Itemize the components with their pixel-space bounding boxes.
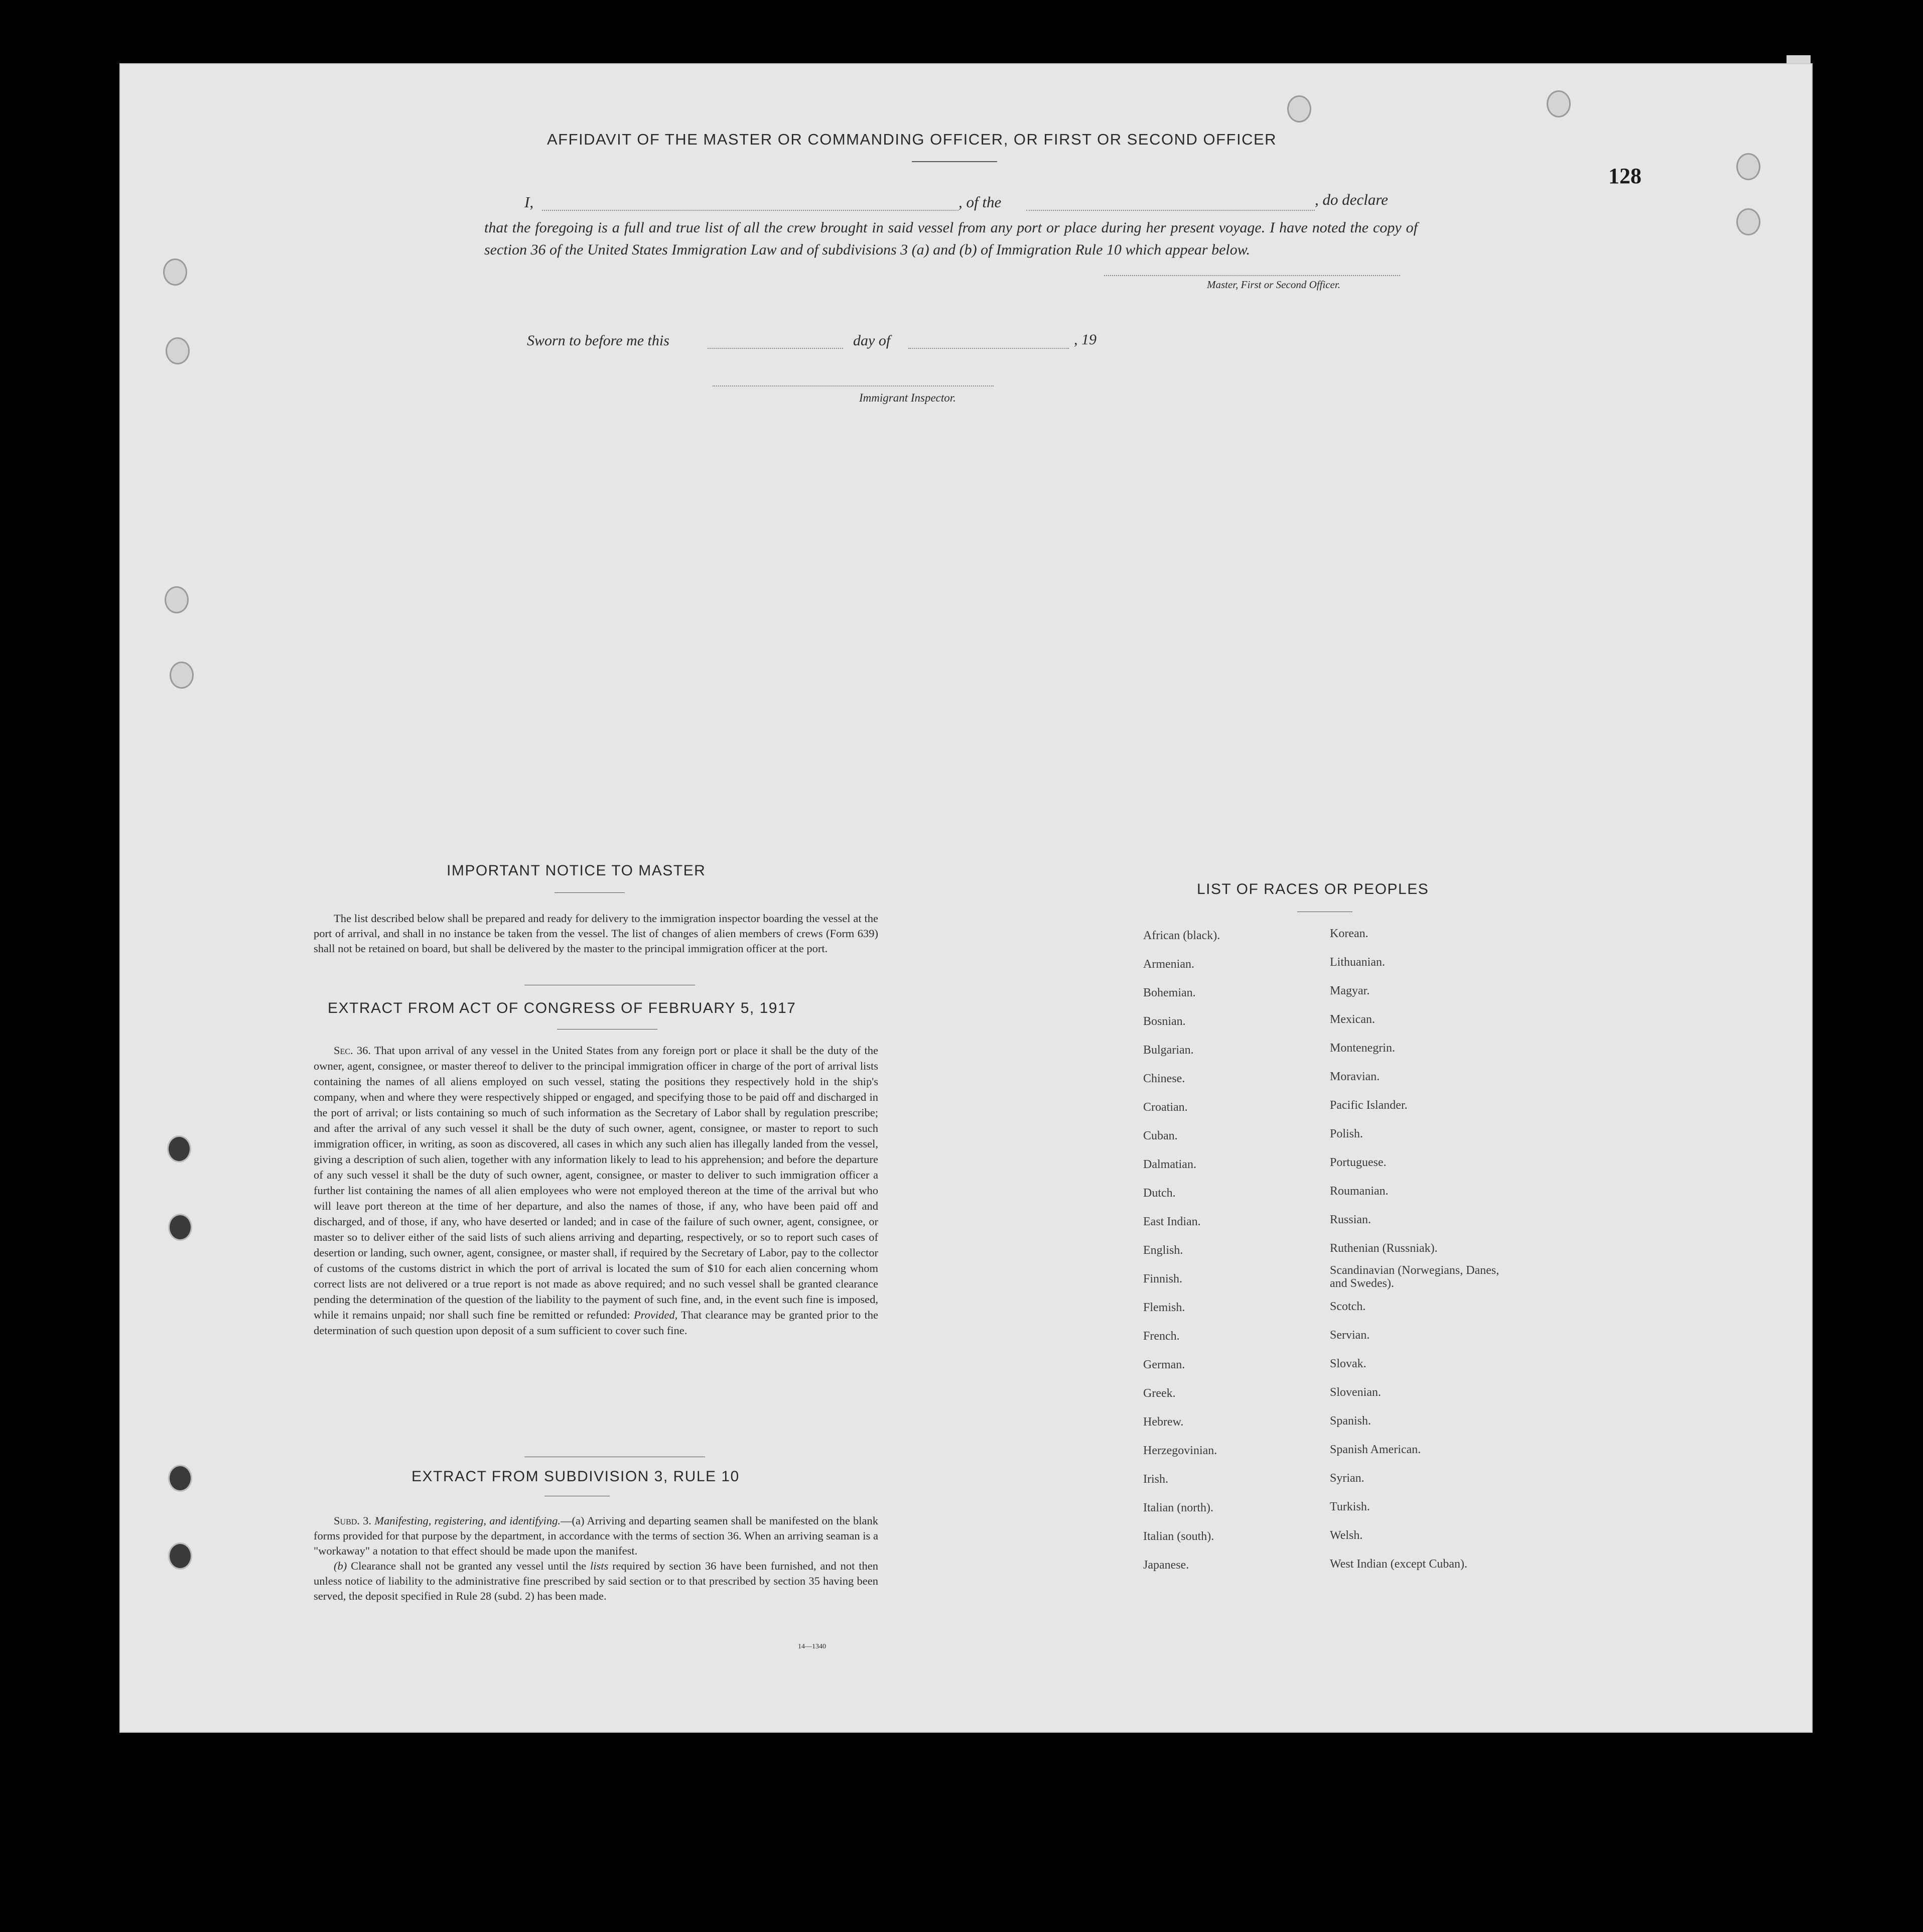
race-item: Magyar. bbox=[1330, 984, 1370, 997]
race-item: Bulgarian. bbox=[1143, 1044, 1194, 1057]
race-item: Roumanian. bbox=[1330, 1185, 1389, 1198]
race-item: Chinese. bbox=[1143, 1072, 1185, 1085]
punch-hole bbox=[1736, 153, 1760, 180]
punch-hole bbox=[170, 662, 194, 689]
race-item: Spanish. bbox=[1330, 1414, 1371, 1428]
race-item: French. bbox=[1143, 1330, 1180, 1343]
race-item: Hebrew. bbox=[1143, 1415, 1184, 1429]
race-item: Slovak. bbox=[1330, 1357, 1366, 1370]
race-item: Russian. bbox=[1330, 1213, 1371, 1226]
affidavit-body: that the foregoing is a full and true list of all the crew brought in said vessel from any port or place during her present voyage. I have noted the copy of section 36 of the United States Immigration Law and of subdivisions 3 (a) and (b) of Immigration Rule 10 which appear below. bbox=[484, 219, 1418, 258]
act-section-36 bbox=[314, 1043, 878, 1338]
subd-b-label: (b) bbox=[334, 1560, 347, 1572]
rule-title: EXTRACT FROM SUBDIVISION 3, RULE 10 bbox=[411, 1468, 740, 1485]
race-item: West Indian (except Cuban). bbox=[1330, 1558, 1467, 1571]
document-page bbox=[120, 64, 1812, 1732]
race-item: Cuban. bbox=[1143, 1129, 1178, 1142]
race-item: Korean. bbox=[1330, 927, 1368, 940]
affidavit-title: AFFIDAVIT OF THE MASTER OR COMMANDING OFFICER, OR FIRST OR SECOND OFFICER bbox=[547, 131, 1277, 148]
race-item: Lithuanian. bbox=[1330, 956, 1385, 969]
punch-hole bbox=[168, 1214, 192, 1241]
name-blank bbox=[542, 210, 958, 211]
punch-hole bbox=[1287, 95, 1311, 122]
affidavit-i: I, bbox=[524, 193, 534, 211]
punch-hole bbox=[1736, 208, 1760, 235]
day-of-text: day of bbox=[853, 332, 891, 349]
race-item: Slovenian. bbox=[1330, 1386, 1381, 1399]
inspector-label: Immigrant Inspector. bbox=[859, 392, 956, 404]
notice-underline bbox=[555, 892, 625, 893]
year-text: , 19 bbox=[1074, 331, 1096, 348]
subd-label: Subd. 3. bbox=[334, 1514, 371, 1527]
race-item: German. bbox=[1143, 1358, 1185, 1371]
subd-b-lists: lists bbox=[590, 1560, 609, 1572]
race-item: Finnish. bbox=[1143, 1272, 1183, 1285]
punch-hole bbox=[163, 259, 187, 286]
race-item: Mexican. bbox=[1330, 1013, 1375, 1026]
sworn-day-blank bbox=[708, 348, 843, 349]
race-item: Servian. bbox=[1330, 1329, 1370, 1342]
act-title: EXTRACT FROM ACT OF CONGRESS OF FEBRUARY 5, 1917 bbox=[328, 1000, 796, 1016]
affidavit-of-the: , of the bbox=[958, 193, 1002, 211]
race-item: Flemish. bbox=[1143, 1301, 1185, 1314]
race-item: Spanish American. bbox=[1330, 1443, 1421, 1456]
race-item: Irish. bbox=[1143, 1473, 1168, 1486]
provided-label: Provided, bbox=[633, 1309, 678, 1321]
punch-hole bbox=[167, 1135, 191, 1163]
race-item: Scotch. bbox=[1330, 1300, 1366, 1313]
race-item: Bosnian. bbox=[1143, 1015, 1186, 1028]
race-item: Italian (south). bbox=[1143, 1530, 1214, 1543]
subd-b-text-1: Clearance shall not be granted any vessel until the bbox=[351, 1560, 587, 1572]
race-item: Portuguese. bbox=[1330, 1156, 1387, 1169]
rule-subdivision-3 bbox=[314, 1513, 878, 1604]
punch-hole bbox=[168, 1465, 192, 1492]
title-underline bbox=[912, 161, 997, 162]
race-item: Scandinavian (Norwegians, Danes, and Swedes). bbox=[1330, 1264, 1499, 1290]
race-item: Polish. bbox=[1330, 1127, 1363, 1140]
vessel-blank bbox=[1026, 210, 1315, 211]
races-title: LIST OF RACES OR PEOPLES bbox=[1197, 881, 1429, 897]
sworn-text: Sworn to before me this bbox=[527, 332, 669, 349]
act-text-end: That clearance may be granted prior to the determination of such question upon deposit of a sum sufficient to cover such fine. bbox=[314, 1309, 879, 1337]
race-item: Pacific Islander. bbox=[1330, 1099, 1408, 1112]
race-item: Japanese. bbox=[1143, 1559, 1189, 1572]
punch-hole bbox=[166, 337, 190, 364]
race-item: English. bbox=[1143, 1244, 1183, 1257]
inspector-blank bbox=[713, 385, 994, 387]
race-item: Dalmatian. bbox=[1143, 1158, 1196, 1171]
race-item: Moravian. bbox=[1330, 1070, 1380, 1083]
race-item: Ruthenian (Russniak). bbox=[1330, 1242, 1438, 1255]
race-item: Greek. bbox=[1143, 1387, 1176, 1400]
race-item: Italian (north). bbox=[1143, 1501, 1213, 1514]
race-item: Croatian. bbox=[1143, 1101, 1188, 1114]
subd-b-text-2: required by section 36 have been furnished, and not then unless notice of liability to the administrative fine prescribed by said section or to that prescribed by section 35 having been served, the deposit specified in Rule 28 (subd. 2) has been made. bbox=[314, 1560, 879, 1602]
punch-hole bbox=[1547, 90, 1571, 117]
races-left-column bbox=[1143, 922, 1220, 1580]
subd-a-text: —(a) Arriving and departing seamen shall be manifested on the blank forms provided for that purpose by the department, in accordance with the terms of section 36. When an arriving seaman is a "workaway" a notation to that effect should be made upon the manifest. bbox=[314, 1514, 879, 1557]
notice-title: IMPORTANT NOTICE TO MASTER bbox=[447, 862, 706, 879]
form-number: 14—1340 bbox=[798, 1643, 826, 1650]
race-item: Welsh. bbox=[1330, 1529, 1363, 1542]
act-paragraph bbox=[314, 1043, 878, 1338]
subd-a-paragraph bbox=[314, 1513, 878, 1559]
notice-paragraph: The list described below shall be prepared and ready for delivery to the immigration inspector boarding the vessel at the port of arrival, and shall in no instance be taken from the vessel. The list of changes of alien members of crews (Form 639) shall not be retained on board, but shall be delivered by the master to the principal immigration officer at the port. bbox=[314, 912, 878, 955]
signature-label: Master, First or Second Officer. bbox=[1207, 279, 1340, 291]
subd-heading: Manifesting, registering, and identifying. bbox=[374, 1514, 561, 1527]
act-text: That upon arrival of any vessel in the United States from any foreign port or place it shall be the duty of the owner, agent, consignee, or master thereof to deliver to the principal immigration officer in charge of the port of arrival lists containing the names of all aliens employed on such vessel, stating the positions they respectively hold in the ship's company, when and where they were respectively shipped or engaged, and specifying those to be paid off and discharged in the port of arrival; or lists containing so much of such information as the Secretary of Labor shall by regulation prescribe; and after the arrival of any such vessel it shall be the duty of such owner, agent, consignee, or master to report to such immigration officer, in writing, as soon as discovered, all cases in which any such alien has illegally landed from the vessel, giving a description of such alien, together with any information likely to lead to his apprehension; and before the departure of any such vessel it shall be the duty of such owner, agent, consignee, or master to deliver to such immigration officer a further list containing the names of all alien employees who were not employed thereon at the time of the arrival but who will leave port thereon at the time of her departure, and also the names of those, if any, who have been paid off and discharged, and of those, if any, who have deserted or landed; and in case of the failure of such owner, agent, consignee, or master so to deliver either of the said lists of such aliens arriving and departing, respectively, or so to report such cases of desertion or landing, such owner, agent, consignee, or master shall, if required by the Secretary of Labor, pay to the collector of customs of the customs district in which the port of arrival is located the sum of $10 for each alien concerning whom correct lists are not delivered or a true report is not made as above required; and no such vessel shall be granted clearance pending the determination of the question of the liability to the payment of such fine, and, in the event such fine is imposed, while it remains unpaid; nor shall such fine be remitted or refunded: bbox=[314, 1044, 878, 1321]
sworn-month-blank bbox=[908, 348, 1069, 349]
page-number: 128 bbox=[1608, 164, 1641, 188]
subd-b-paragraph bbox=[314, 1559, 878, 1604]
races-right-column bbox=[1330, 920, 1500, 1579]
signature-blank bbox=[1104, 275, 1400, 276]
notice-text bbox=[314, 911, 878, 956]
race-item: Turkish. bbox=[1330, 1500, 1370, 1513]
race-item: Bohemian. bbox=[1143, 986, 1196, 999]
punch-hole bbox=[165, 586, 189, 613]
race-item: Montenegrin. bbox=[1330, 1042, 1395, 1055]
punch-hole bbox=[168, 1542, 192, 1570]
sec-label: Sec. 36. bbox=[334, 1044, 371, 1057]
race-item: Dutch. bbox=[1143, 1187, 1176, 1200]
race-item: Syrian. bbox=[1330, 1472, 1364, 1485]
affidavit-do-declare: , do declare bbox=[1315, 191, 1389, 208]
race-item: East Indian. bbox=[1143, 1215, 1201, 1228]
race-item: African (black). bbox=[1143, 929, 1220, 942]
race-item: Armenian. bbox=[1143, 958, 1194, 971]
race-item: Herzegovinian. bbox=[1143, 1444, 1217, 1457]
